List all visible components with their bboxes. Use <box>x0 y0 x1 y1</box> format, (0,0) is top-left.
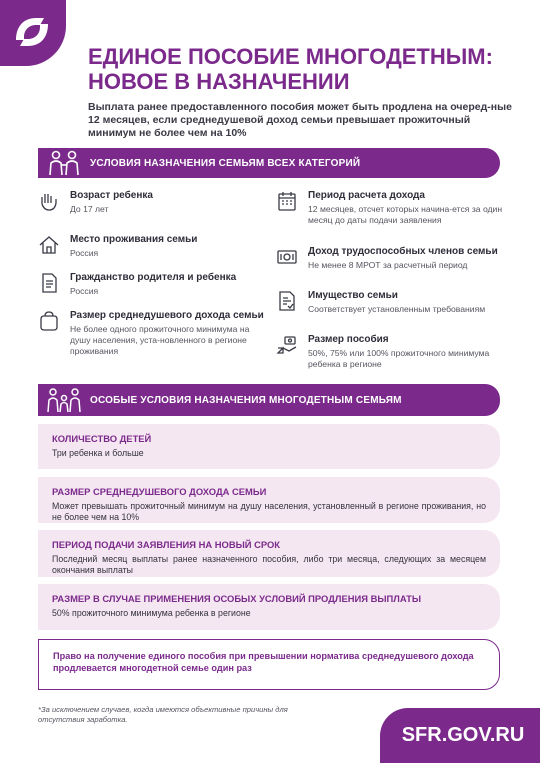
condition-citizenship: Гражданство родителя и ребенка Россия <box>38 272 268 297</box>
special-income-limit: РАЗМЕР СРЕДНЕДУШЕВОГО ДОХОДА СЕМЬИ Может превышать прожиточный минимум на душу населения, установленный в регионе проживания, но не более чем на 10% <box>38 477 500 523</box>
site-link[interactable]: SFR.GOV.RU <box>380 708 540 763</box>
calendar-icon <box>276 190 298 212</box>
salary-icon <box>276 246 298 268</box>
section-special-heading-text: ОСОБЫЕ УСЛОВИЯ НАЗНАЧЕНИЯ МНОГОДЕТНЫМ СЕМЬЯМ <box>90 394 402 406</box>
note-box: Право на получение единого пособия при превышении норматива среднедушевого дохода продлевается многодетной семье один раз <box>38 639 500 690</box>
property-doc-icon <box>276 290 298 312</box>
condition-worker-income: Доход трудоспособных членов семьи Не менее 8 МРОТ за расчетный период <box>276 246 508 271</box>
page-subtitle: Выплата ранее предоставленного пособия может быть продлена на очеред-ные 12 месяцев, если среднедушевой доход семьи превышает прожиточный минимум не более чем на 10% <box>88 101 512 139</box>
page-title: ЕДИНОЕ ПОСОБИЕ МНОГОДЕТНЫМ: НОВОЕ В НАЗНАЧЕНИИ <box>88 44 493 94</box>
wallet-icon <box>38 310 60 332</box>
sfr-logo <box>0 0 66 66</box>
section-general-heading-text: УСЛОВИЯ НАЗНАЧЕНИЯ СЕМЬЯМ ВСЕХ КАТЕГОРИЙ <box>90 157 361 169</box>
document-icon <box>38 272 60 294</box>
condition-residence: Место проживания семьи Россия <box>38 234 268 259</box>
footnote: *За исключением случаев, когда имеются объективные причины для отсутствия заработка. <box>38 705 288 724</box>
condition-property: Имущество семьи Соответствует установленным требованиям <box>276 290 508 315</box>
special-extension-size: РАЗМЕР В СЛУЧАЕ ПРИМЕНЕНИЯ ОСОБЫХ УСЛОВИЙ ПРОДЛЕНИЯ ВЫПЛАТЫ 50% прожиточного минимума ребенка в регионе <box>38 584 500 630</box>
condition-income-period: Период расчета дохода 12 месяцев, отсчет которых начина-ется за один месяц до даты подачи заявления <box>276 190 508 226</box>
condition-benefit-size: Размер пособия 50%, 75% или 100% прожиточного минимума ребенка в регионе <box>276 334 508 370</box>
hand-money-icon <box>276 334 298 356</box>
section-special-heading <box>38 384 500 416</box>
special-application-period: ПЕРИОД ПОДАЧИ ЗАЯВЛЕНИЯ НА НОВЫЙ СРОК Последний месяц выплаты ранее назначенного пособия, либо три месяца, следующих за месяцем окончания выплаты <box>38 530 500 577</box>
special-children-count: КОЛИЧЕСТВО ДЕТЕЙ Три ребенка и больше <box>38 424 500 469</box>
family-icon <box>44 149 84 177</box>
house-icon <box>38 234 60 256</box>
large-family-icon <box>44 385 84 415</box>
condition-income: Размер среднедушевого дохода семьи Не более одного прожиточного минимума на душу населения, уста-новленного в регионе проживания <box>38 310 268 357</box>
section-general-heading <box>38 148 500 178</box>
sfr-logo-icon <box>10 10 54 54</box>
hands-icon <box>38 190 60 212</box>
condition-child-age: Возраст ребенка До 17 лет <box>38 190 268 215</box>
